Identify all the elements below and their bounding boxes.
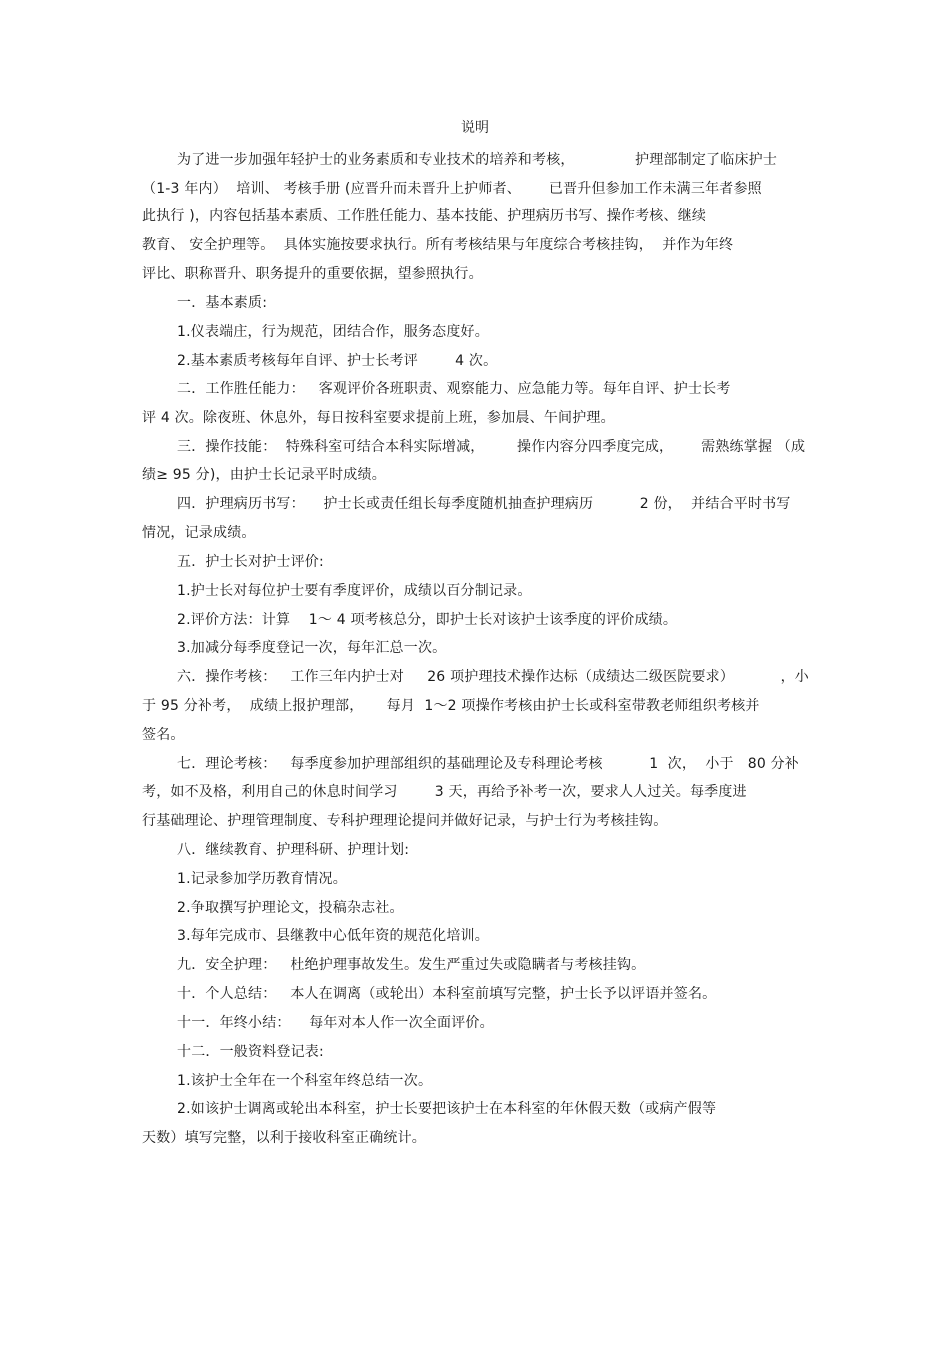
paragraph-line: 行基础理论、护理管理制度、专科护理理论提问并做好记录，与护士行为考核挂钩。 [142,813,668,829]
list-item: 1.记录参加学历教育情况。 [177,871,347,887]
paragraph-line: 评 4 次。除夜班、休息外，每日按科室要求提前上班，参加晨、午间护理。 [142,410,615,426]
intro-line-2: （1-3 年内） 培训、 考核手册 (应晋升而未晋升上护师者、 已晋升但参加工作未满三年者参照 [142,181,762,197]
section-heading-6: 六．操作考核： 工作三年内护士对 26 项护理技术操作达标（成绩达二级医院要求） ，小 [177,669,809,685]
section-heading-4: 四．护理病历书写： 护士长或责任组长每季度随机抽查护理病历 2 份， 并结合平时书写 [177,496,791,512]
section-heading-2: 二．工作胜任能力： 客观评价各班职责、观察能力、应急能力等。每年自评、护士长考 [177,381,731,397]
list-item: 1.护士长对每位护士要有季度评价，成绩以百分制记录。 [177,583,532,599]
paragraph-line: 考，如不及格，利用自己的休息时间学习 3 天，再给予补考一次，要求人人过关。每季度进 [142,784,747,800]
section-heading-10: 十．个人总结： 本人在调离（或轮出）本科室前填写完整，护士长予以评语并签名。 [177,986,717,1002]
list-item: 2.基本素质考核每年自评、护士长考评 4 次。 [177,353,498,369]
section-heading-5: 五．护士长对护士评价: [177,554,324,570]
list-item: 1.仪表端庄，行为规范，团结合作，服务态度好。 [177,324,489,340]
intro-line-3: 此执行 )，内容包括基本素质、工作胜任能力、基本技能、护理病历书写、操作考核、继续 [142,208,707,224]
section-heading-8: 八．继续教育、护理科研、护理计划: [177,842,410,858]
list-item: 2.如该护士调离或轮出本科室，护士长要把该护士在本科室的年休假天数（或病产假等 [177,1101,717,1117]
paragraph-line: 情况，记录成绩。 [142,525,256,541]
list-item: 1.该护士全年在一个科室年终总结一次。 [177,1073,433,1089]
section-heading-12: 十二．一般资料登记表: [177,1044,324,1060]
section-heading-11: 十一．年终小结： 每年对本人作一次全面评价。 [177,1015,494,1031]
list-item: 2.争取撰写护理论文，投稿杂志社。 [177,900,404,916]
section-heading-3: 三．操作技能： 特殊科室可结合本科实际增减， 操作内容分四季度完成， 需熟练掌握 （成 [177,439,806,455]
page-title: 说明 [461,120,489,136]
paragraph-line: 绩≥ 95 分)，由护士长记录平时成绩。 [142,467,386,483]
paragraph-line: 天数）填写完整，以利于接收科室正确统计。 [142,1130,426,1146]
paragraph-line: 签名。 [142,727,185,743]
section-heading-7: 七．理论考核： 每季度参加护理部组织的基础理论及专科理论考核 1 次， 小于 80 分补 [177,756,799,772]
intro-line-4: 教育、 安全护理等。 具体实施按要求执行。所有考核结果与年度综合考核挂钩， 并作为年终 [142,237,734,253]
list-item: 3.加减分每季度登记一次，每年汇总一次。 [177,640,447,656]
section-heading-9: 九．安全护理： 杜绝护理事故发生。发生严重过失或隐瞒者与考核挂钩。 [177,957,646,973]
section-heading-1: 一．基本素质: [177,295,268,311]
list-item: 3.每年完成市、县继教中心低年资的规范化培训。 [177,928,489,944]
list-item: 2.评价方法：计算 1～ 4 项考核总分，即护士长对该护士该季度的评价成绩。 [177,612,678,628]
paragraph-line: 于 95 分补考， 成绩上报护理部， 每月 1～2 项操作考核由护士长或科室带教老师组织考核并 [142,698,760,714]
intro-line-5: 评比、职称晋升、职务提升的重要依据，望参照执行。 [142,266,483,282]
intro-line-1: 为了进一步加强年轻护士的业务素质和专业技术的培养和考核， 护理部制定了临床护士 [177,152,778,168]
